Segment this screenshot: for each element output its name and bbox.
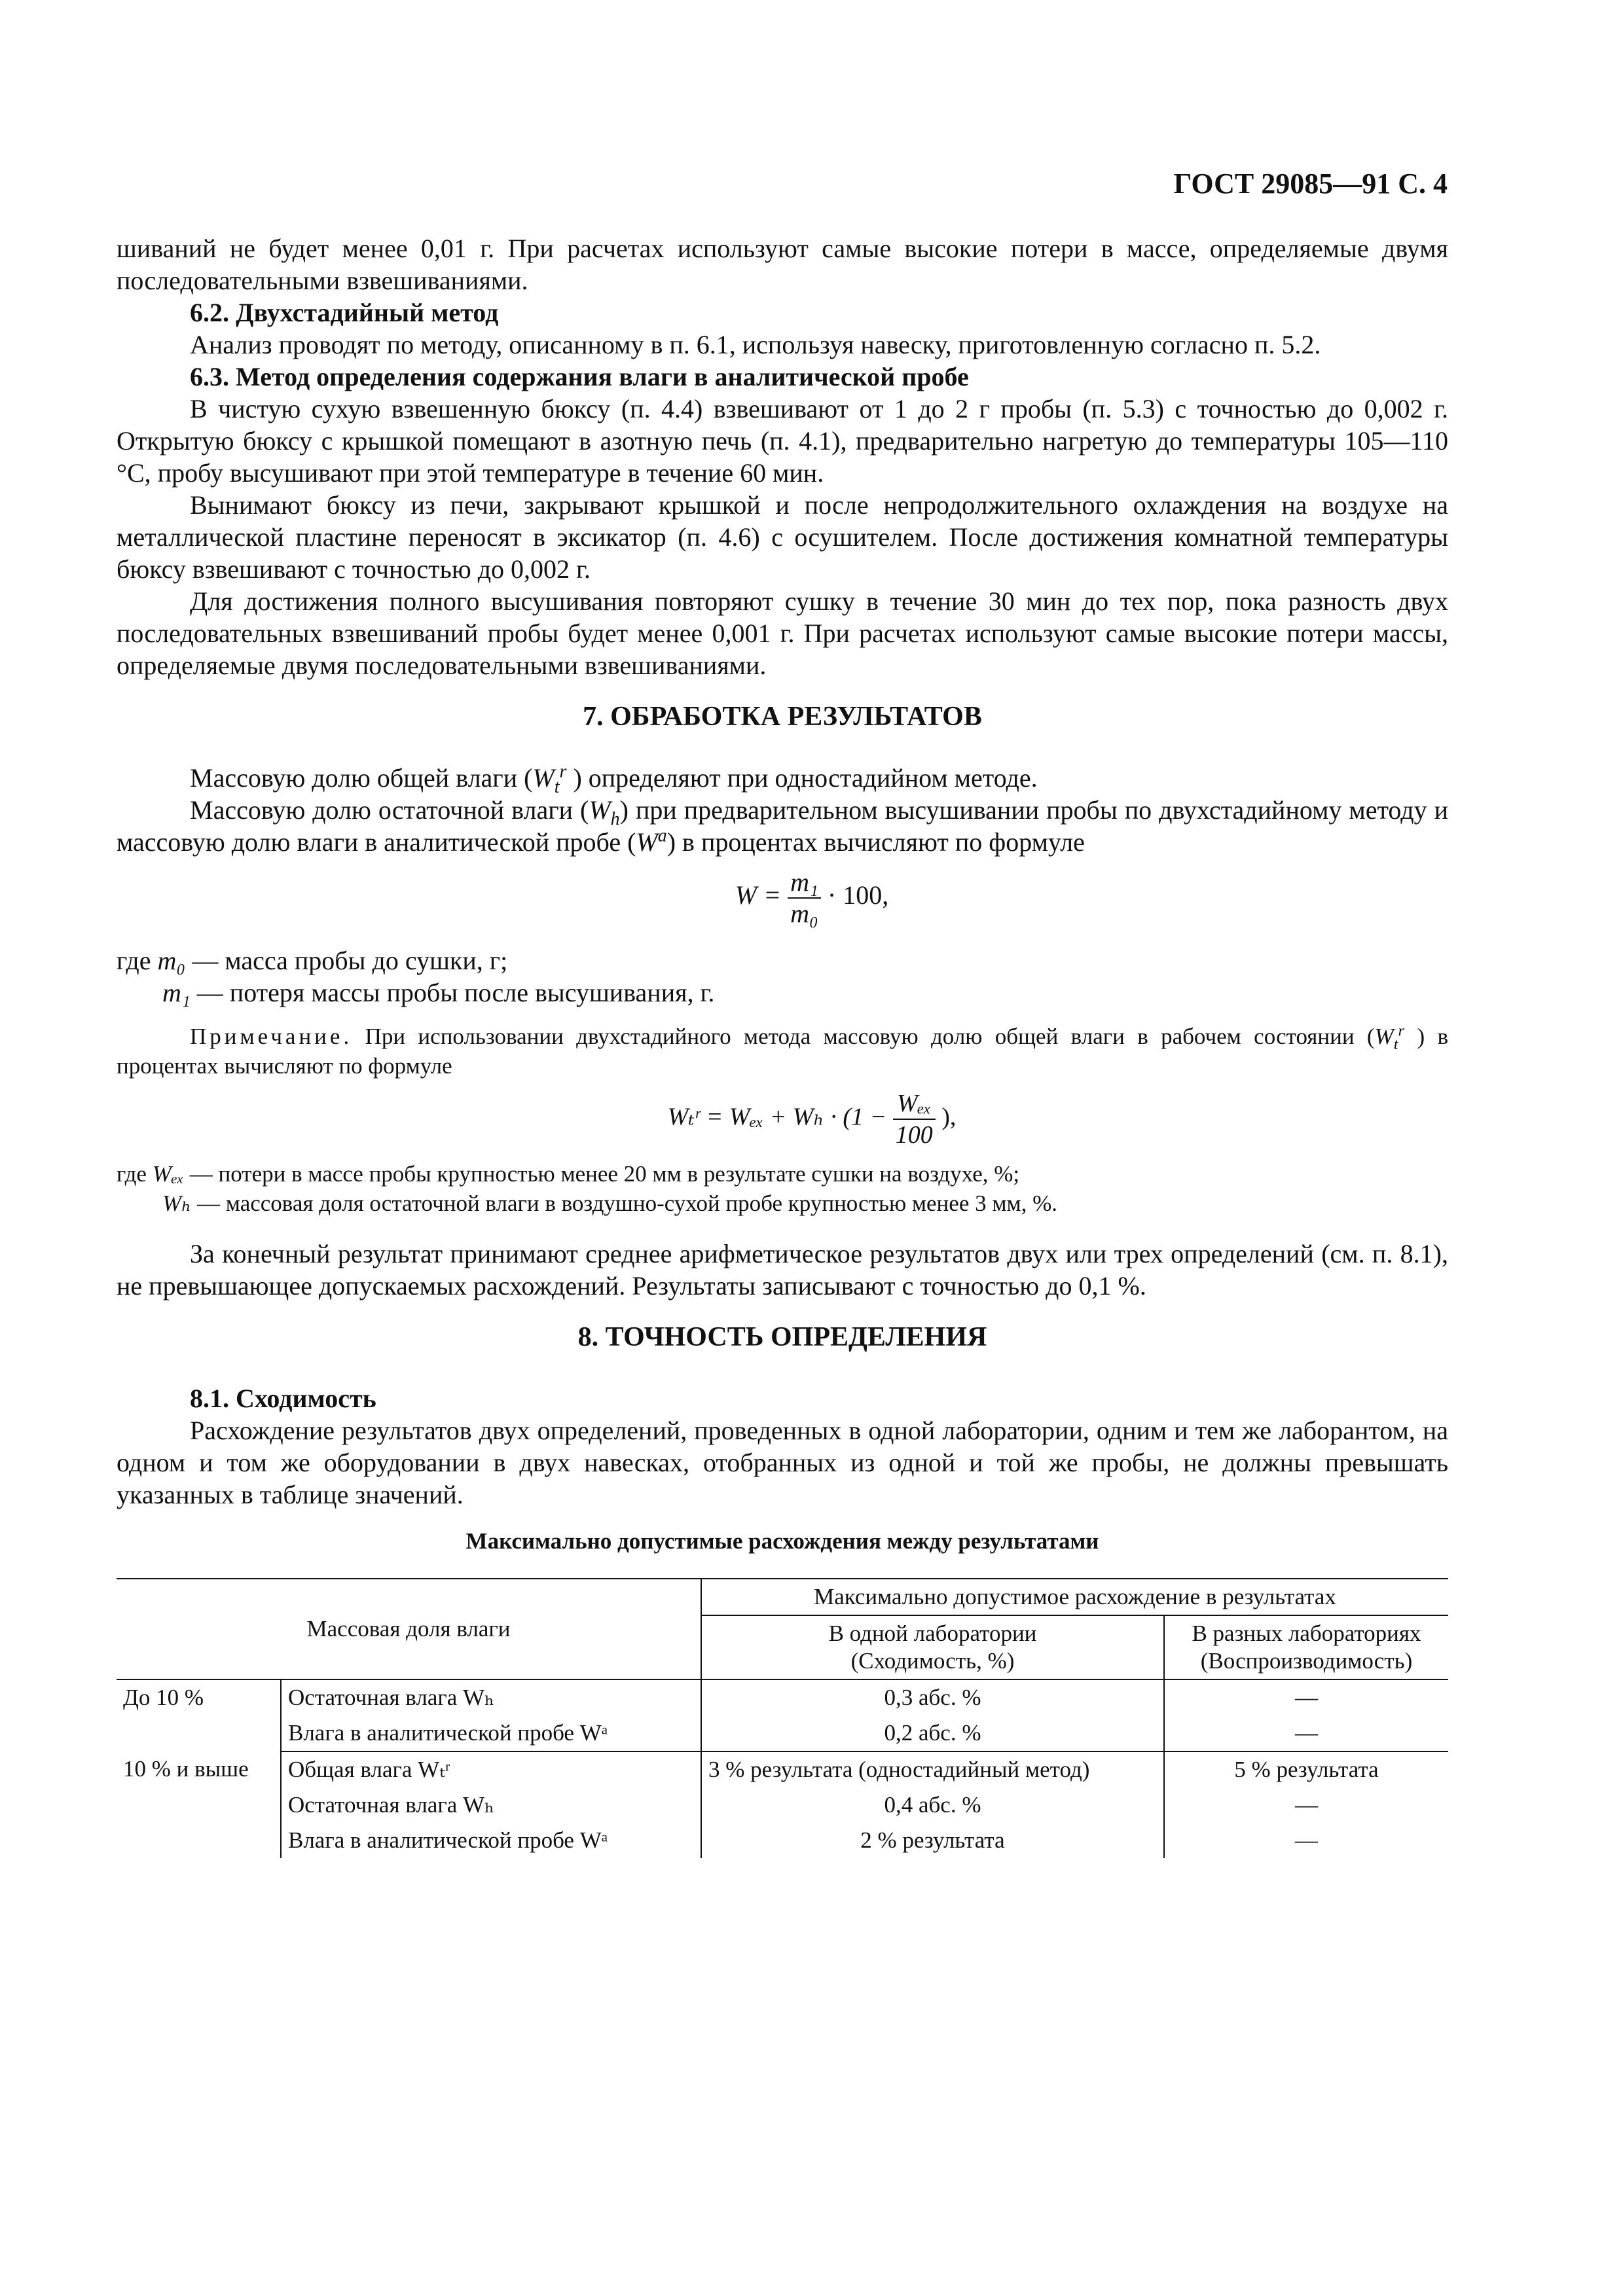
row-label: Общая влага Wₜʳ	[281, 1751, 701, 1787]
where-wh: Wₕ — массовая доля остаточной влаги в воздушно-сухой пробе крупностью менее 3 мм, %.	[162, 1191, 1058, 1216]
section-6-3-paragraph-2: Вынимают бюксу из печи, закрывают крышкой и после непродолжительного охлаждения на воздухе на металлической пластине переносят в эксикатор (п. 4.6) с осушителем. После достижения комнатной температуры бюксу взвешивают с точностью до 0,002 г.	[117, 490, 1448, 584]
group-label: 10 % и выше	[117, 1751, 281, 1858]
tolerance-table	[117, 1578, 1448, 1858]
section-7-paragraph-1: Массовую долю общей влаги ($W_t^r$ ) определяют при одностадийном методе.	[190, 761, 1038, 797]
symbol-w-a: $W^a$	[636, 825, 667, 857]
table-row	[117, 1715, 1448, 1751]
formula-total-moisture: Wₜʳ = Wₑₓ + Wₕ · (1 − $\frac{\text{Wₑₓ}}{100}$ ),	[667, 1090, 957, 1149]
cell-one-lab: 0,3 абс. %	[701, 1679, 1164, 1715]
row-label: Влага в аналитической пробе Wᵃ	[281, 1823, 701, 1858]
header-different-labs: В разных лабораториях (Воспроизводимость)	[1164, 1615, 1448, 1679]
section-8-1-text: Расхождение результатов двух определений, проведенных в одной лаборатории, одним и тем же лаборантом, на одном и том же оборудовании в двух навесках, отобранных из одной и той же пробы, не должны превышать указанных в таблице значений.	[117, 1416, 1448, 1509]
table-row	[117, 1679, 1448, 1715]
row-label: Остаточная влага Wₕ	[281, 1679, 701, 1715]
cell-one-lab: 0,2 абс. %	[701, 1715, 1164, 1751]
table-row	[117, 1787, 1448, 1823]
section-6-3-paragraph-3: Для достижения полного высушивания повторяют сушку в течение 30 мин до тех пор, пока разность двух последовательных взвешиваний пробы будет менее 0,001 г. При расчетах используют самые высокие потери массы, определяемые двумя последовательными взвешиваниями.	[117, 586, 1448, 680]
header-mass-fraction: Массовая доля влаги	[117, 1579, 701, 1679]
symbol-w-t-r: $W_t^r$	[532, 761, 567, 797]
cell-different-labs: —	[1294, 1792, 1318, 1818]
section-6-2-heading: 6.2. Двухстадийный метод	[190, 298, 499, 327]
cell-different-labs: —	[1164, 1715, 1448, 1751]
symbol-w-h: $W_h$	[589, 795, 620, 829]
where-m0: где m₀ — масса пробы до сушки, г;	[117, 946, 508, 975]
header-max-discrepancy: Максимально допустимое расхождение в результатах	[701, 1579, 1448, 1615]
section-7-paragraph-2: Массовую долю остаточной влаги $(W_h)$ при предварительном высушивании пробы по двухстадийному методу и массовую долю влаги в аналитической пробе $(W^a)$ в процентах вычисляют по формуле	[117, 795, 1449, 857]
note-paragraph: Примечание. При использовании двухстадийного метода массовую долю общей влаги в рабочем состоянии ($W_t^r$ ) в процентах вычисляют по формуле	[117, 1022, 1448, 1079]
page-content	[117, 232, 1448, 1858]
continued-paragraph: шиваний не будет менее 0,01 г. При расчетах используют самые высокие потери в массе, определяемые двумя последовательными взвешиваниями.	[117, 234, 1448, 295]
cell-one-lab: 3 % результата (одностадийный метод)	[701, 1751, 1164, 1787]
cell-one-lab: 2 % результата	[701, 1823, 1164, 1858]
final-result-paragraph: За конечный результат принимают среднее арифметическое результатов двух или трех определений (см. п. 8.1), не превышающее допускаемых расхождений. Результаты записывают с точностью до 0,1 %.	[117, 1239, 1448, 1300]
table-row	[117, 1751, 1448, 1787]
cell-different-labs: —	[1294, 1685, 1318, 1710]
cell-one-lab: 0,4 абс. %	[701, 1787, 1164, 1823]
row-label: Остаточная влага Wₕ	[281, 1787, 701, 1823]
group-label: До 10 %	[117, 1679, 281, 1751]
header-one-lab: В одной лаборатории (Сходимость, %)	[701, 1615, 1164, 1679]
row-label: Влага в аналитической пробе Wᵃ	[281, 1715, 701, 1751]
where-wex: где Wₑₓ — потери в массе пробы крупностью менее 20 мм в результате сушки на воздухе, %;	[117, 1161, 1020, 1187]
section-8-title: 8. ТОЧНОСТЬ ОПРЕДЕЛЕНИЯ	[577, 1322, 987, 1352]
where-m1: m₁ — потеря массы пробы после высушивания, г.	[162, 978, 715, 1007]
section-6-3-heading: 6.3. Метод определения содержания влаги в аналитической пробе	[190, 362, 969, 391]
section-6-2-text: Анализ проводят по методу, описанному в п. 6.1, используя навеску, приготовленную согласно п. 5.2.	[190, 330, 1321, 359]
table-row	[117, 1823, 1448, 1858]
table-caption: Максимально допустимые расхождения между результатами	[465, 1528, 1099, 1554]
table-header-row	[117, 1579, 1448, 1615]
cell-different-labs: —	[1294, 1827, 1318, 1853]
section-7-title: 7. ОБРАБОТКА РЕЗУЛЬТАТОВ	[583, 702, 982, 732]
section-6-3-paragraph-1: В чистую сухую взвешенную бюксу (п. 4.4) взвешивают от 1 до 2 г пробы (п. 5.3) с точностью до 0,002 г. Открытую бюксу с крышкой помещают в азотную печь (п. 4.1), предварительно нагретую до температуры 105—110 °С, пробу высушивают при этой температуре в течение 60 мин.	[117, 394, 1448, 488]
section-8-1-heading: 8.1. Сходимость	[190, 1384, 376, 1413]
cell-different-labs: 5 % результата	[1234, 1757, 1379, 1782]
page-header: ГОСТ 29085—91 С. 4	[1173, 168, 1448, 200]
formula-moisture: W = $\frac{\text{m₁}}{\text{m₀}}$ · 100,	[735, 867, 889, 928]
